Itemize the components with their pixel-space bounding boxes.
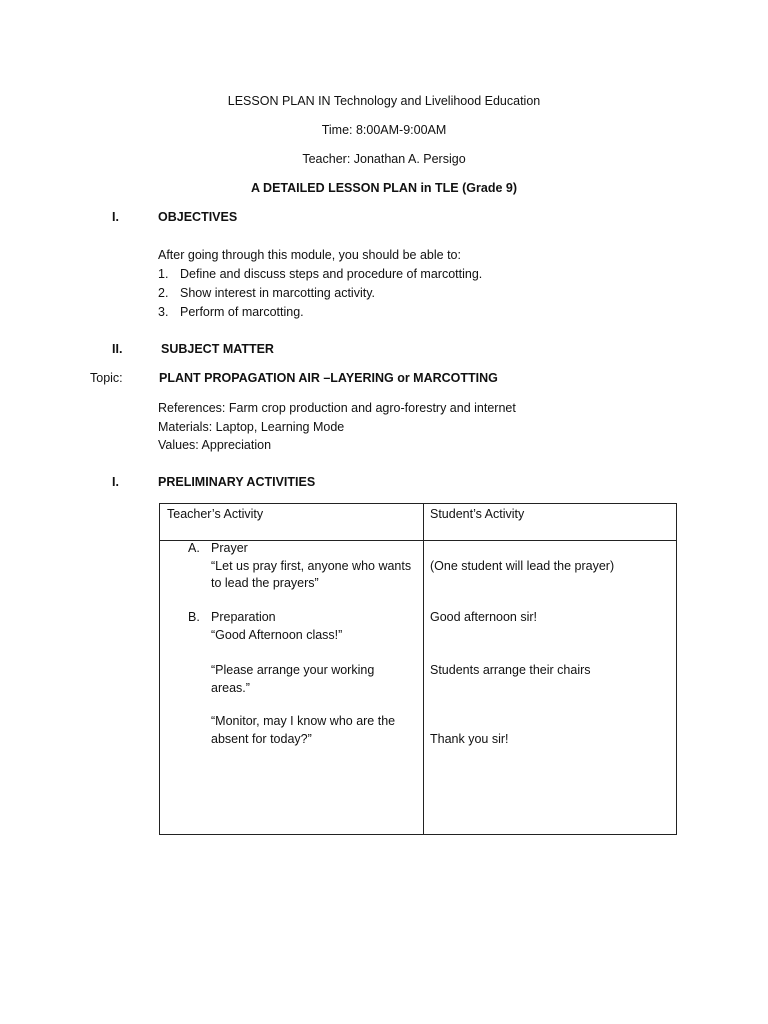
table-column-divider (423, 504, 424, 834)
time-line: Time: 8:00AM-9:00AM (321, 123, 447, 137)
teacher-activity-header: Teacher’s Activity (167, 507, 264, 521)
item-b-student-response: Students arrange their chairs (430, 663, 591, 677)
item-b-line: absent for today?” (211, 731, 312, 746)
teacher-line: Teacher: Jonathan A. Persigo (302, 152, 466, 166)
objective-number: 3. (158, 305, 169, 319)
subject-matter-numeral: II. (112, 342, 123, 356)
objectives-heading: OBJECTIVES (158, 210, 238, 224)
item-b-student-response: Thank you sir! (430, 732, 509, 746)
activities-table (159, 503, 677, 835)
objective-text: Define and discuss steps and procedure of marcotting. (180, 267, 483, 281)
item-b-letter: B. (188, 610, 200, 624)
values-line: Values: Appreciation (158, 438, 272, 452)
topic-value: PLANT PROPAGATION AIR –LAYERING or MARCOTTING (159, 371, 498, 385)
item-a-student-response: (One student will lead the prayer) (430, 558, 615, 573)
subject-matter-heading: SUBJECT MATTER (161, 342, 274, 356)
objectives-numeral: I. (112, 210, 119, 224)
item-a-letter: A. (188, 541, 200, 555)
objective-item (158, 286, 375, 300)
objectives-intro: After going through this module, you should be able to: (158, 248, 461, 262)
preliminary-heading: PRELIMINARY ACTIVITIES (158, 475, 316, 489)
objective-number: 1. (158, 267, 169, 281)
objective-item (158, 267, 482, 281)
references-line: References: Farm crop production and agro-forestry and internet (158, 401, 516, 415)
item-a-line: “Let us pray first, anyone who wants (211, 558, 412, 573)
objective-number: 2. (158, 286, 169, 300)
item-b-student-response: Good afternoon sir! (430, 610, 538, 624)
objective-item (158, 305, 304, 319)
item-b-title: Preparation (211, 610, 276, 624)
plan-title: A DETAILED LESSON PLAN in TLE (Grade 9) (251, 181, 517, 195)
topic-label: Topic: (90, 371, 123, 385)
item-b-line: “Monitor, may I know who are the (211, 714, 396, 728)
item-a-title: Prayer (211, 541, 248, 555)
preliminary-numeral: I. (112, 475, 119, 489)
item-a-line: to lead the prayers” (211, 576, 319, 590)
student-activity-header: Student’s Activity (430, 507, 525, 521)
item-b-line: “Please arrange your working (211, 663, 375, 677)
objective-text: Show interest in marcotting activity. (180, 286, 375, 300)
objective-text: Perform of marcotting. (180, 305, 304, 319)
item-b-line: areas.” (211, 680, 250, 695)
document-title: LESSON PLAN IN Technology and Livelihood Education (227, 94, 541, 108)
item-b-line: “Good Afternoon class!” (211, 627, 343, 642)
materials-line: Materials: Laptop, Learning Mode (158, 420, 345, 434)
